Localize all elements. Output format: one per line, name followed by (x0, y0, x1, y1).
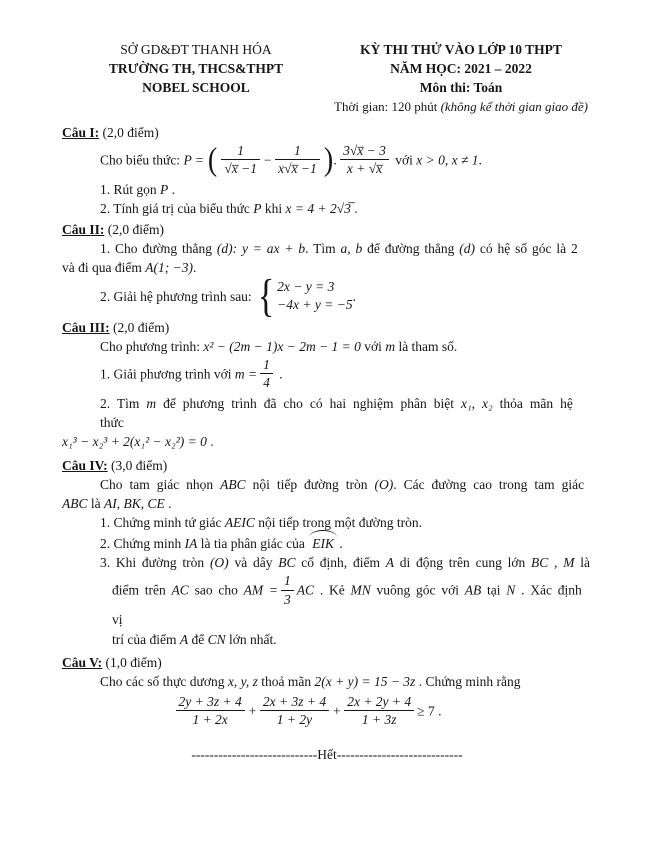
fraction-C: $\frac{2x + 2y + 4}{1 + 3z}$ (344, 694, 414, 727)
cau4-item3-line2: điểm trên AC sao cho AM = $\frac{1}{3}$ AC . Kẻ MN vuông góc với AB tại N . Xác định vị (112, 573, 582, 627)
angle-EIK: EIK (310, 532, 336, 553)
cau4-intro-line2: ABC là AI, BK, CE . (62, 496, 172, 512)
fraction-3: $\frac{3√x̅ - 3}{x + √x̅}$ (340, 143, 389, 176)
with-text: với (391, 152, 417, 168)
plus-sign: + (247, 703, 257, 719)
exam-body (62, 123, 592, 764)
school-name-line1: TRƯỜNG TH, THCS&THPT (108, 61, 284, 76)
cau5-intro: Cho các số thực dương x, y, z thoả mãn 2(x + y) = 15 − 3z . Chứng minh rằng (100, 673, 521, 689)
formula-intro: Cho biểu thức: (100, 152, 184, 168)
minus-sign: − (262, 152, 273, 168)
section-points: (2,0 điểm) (104, 222, 165, 238)
fraction-m: $\frac{1}{4}$ (260, 357, 273, 390)
period: . (352, 289, 356, 305)
cau3-intro: Cho phương trình: x² − (2m − 1)x − 2m − 1 = 0 với m là tham số. (100, 339, 458, 355)
school-name-line2: NOBEL SCHOOL (142, 80, 250, 95)
cau5-inequality (42, 695, 572, 730)
section-points: (2,0 điểm) (109, 320, 170, 336)
section-points: (2,0 điểm) (99, 125, 159, 140)
cau4-item3-line3: trí của điểm A để CN lớn nhất. (112, 631, 277, 647)
cau1-item1: 1. Rút gọn P . (100, 182, 176, 198)
section-cau4-heading (62, 456, 592, 475)
section-label: Câu I: (62, 125, 100, 140)
exam-year: NĂM HỌC: 2021 – 2022 (390, 61, 532, 76)
exam-subject: Môn thi: Toán (419, 80, 503, 95)
header-school-block (62, 40, 330, 116)
cau4-item3-line1: 3. Khi đường tròn (O) và dây BC cố định, điểm A di động trên cung lớn BC , M là (100, 555, 590, 571)
cau1-item2: 2. Tính giá trị của biểu thức P khi x = 4 + 2√3̅ . (100, 201, 358, 217)
fraction-2: $\frac{1}{x√x̅ -1}$ (275, 143, 320, 176)
cau1-formula-line: Cho biểu thức: P = ( $\frac{1}{√x̅ -1}$ − $\frac{1}{x√x̅ -1}$ ). $\frac{3√x̅ - 3}{x + √x̅}$ với x > 0, x ≠ 1. (100, 141, 482, 178)
cau3-item1: 1. Giải phương trình với m = $\frac{1}{4}$ . (100, 357, 283, 391)
period: . (275, 366, 283, 382)
header-exam-block (330, 40, 592, 116)
exam-duration (330, 97, 592, 116)
fraction-1: $\frac{1}{√x̅ -1}$ (221, 143, 260, 176)
section-cau1-heading (62, 123, 592, 142)
plus-sign: + (332, 703, 342, 719)
period: . (478, 152, 482, 168)
cau4-item2: 2. Chứng minh IA là tia phân giác của EIK . (62, 532, 592, 553)
fraction-one-third: $\frac{1}{3}$ (281, 573, 294, 606)
section-points: (1,0 điểm) (102, 654, 162, 670)
inequality-rhs: ≥ 7 . (417, 703, 442, 719)
cau4-intro-line1: Cho tam giác nhọn ABC nội tiếp đường tròn (O). Các đường cao trong tam giác (100, 477, 585, 493)
equation-system: 2x − y = 3 −4x + y = −5 (277, 279, 353, 313)
cau2-item1-line2: và đi qua điểm A(1; −3). (62, 260, 197, 276)
section-label: Câu V: (62, 654, 103, 670)
duration-note: (không kể thời gian giao đề) (440, 99, 588, 114)
het-divider: ----------------------------Hết---------------------------- (191, 746, 463, 762)
multiply-dot: . (333, 152, 338, 168)
exam-title: KỲ THI THỬ VÀO LỚP 10 THPT (360, 42, 562, 57)
section-label: Câu II: (62, 222, 105, 238)
section-label: Câu IV: (62, 458, 108, 474)
exam-header (62, 40, 592, 116)
section-cau3-heading (62, 318, 592, 337)
cau3-item2-line2: x₁³ − x₂³ + 2(x₁² − x₂²) = 0 . (62, 434, 214, 450)
section-cau2-heading (62, 220, 592, 239)
section-points: (3,0 điểm) (107, 458, 168, 474)
duration-text: Thời gian: 120 phút (334, 99, 441, 114)
section-label: Câu III: (62, 320, 110, 336)
section-cau5-heading (62, 653, 592, 672)
formula-lhs: P = (183, 152, 204, 168)
condition: x > 0, x ≠ 1 (416, 152, 479, 168)
department-name: SỞ GD&ĐT THANH HÓA (120, 42, 272, 57)
cau3-item2-line1: 2. Tìm m để phương trình đã cho có hai nghiệm phân biệt x₁, x₂ thỏa mãn hệ thức (100, 396, 573, 431)
fraction-A: $\frac{2y + 3z + 4}{1 + 2x}$ (176, 694, 245, 727)
fraction-B: $\frac{2x + 3z + 4}{1 + 2y}$ (260, 694, 329, 727)
cau2-item2: 2. Giải hệ phương trình sau: { 2x − y = 3 −4x + y = −5 . (100, 270, 356, 322)
cau4-item1: 1. Chứng minh tứ giác AEIC nội tiếp trong một đường tròn. (100, 515, 422, 531)
cau2-item1-line1: 1. Cho đường thẳng (d): y = ax + b. Tìm a, b để đường thẳng (d) có hệ số góc là 2 (100, 241, 578, 257)
